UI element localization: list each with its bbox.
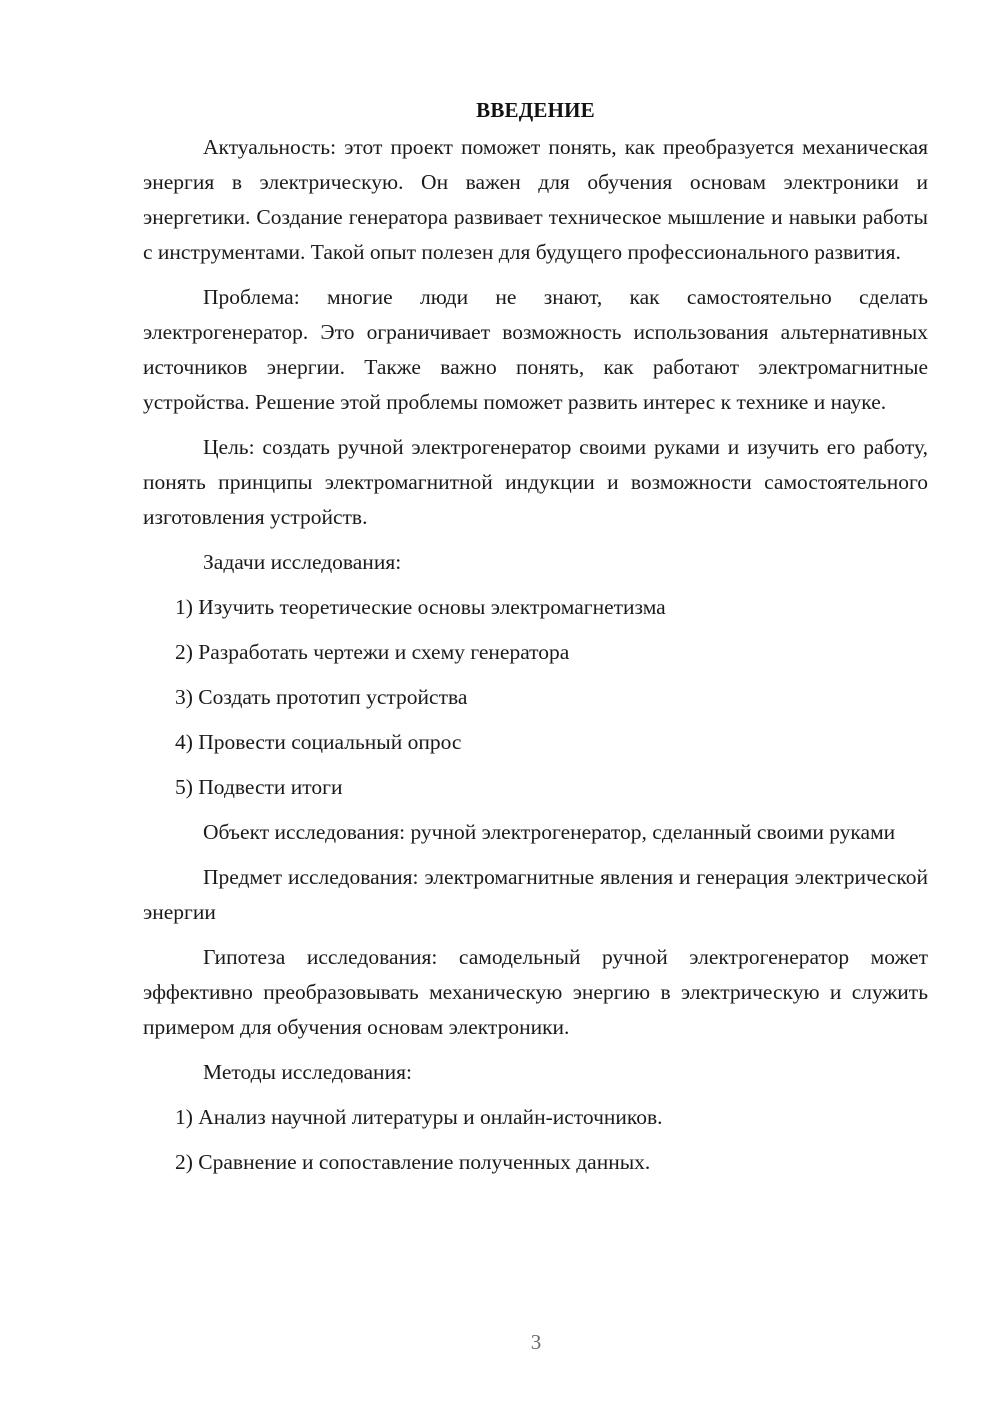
tasks-heading: Задачи исследования: xyxy=(203,550,402,574)
list-item: 2) Разработать чертежи и схему генератора xyxy=(175,640,570,664)
problem-paragraph: Проблема: многие люди не знают, как самостоятельно сделать электрогенератор. Это ограничивает возможность использования альтернативных источников энергии. Также важно понять, как работают электромагнитные устройства. Решение этой проблемы поможет развить интерес к технике и науке. xyxy=(143,285,928,414)
list-item: 1) Изучить теоретические основы электромагнетизма xyxy=(175,595,666,619)
list-item: 4) Провести социальный опрос xyxy=(175,730,462,754)
hypothesis-paragraph: Гипотеза исследования: самодельный ручной электрогенератор может эффективно преобразовывать механическую энергию в электрическую и служить примером для обучения основам электроники. xyxy=(143,945,928,1039)
list-item: 2) Сравнение и сопоставление полученных данных. xyxy=(175,1150,651,1174)
list-item: 1) Анализ научной литературы и онлайн-источников. xyxy=(175,1105,663,1129)
subject-paragraph: Предмет исследования: электромагнитные явления и генерация электрической энергии xyxy=(143,865,928,924)
list-item: 5) Подвести итоги xyxy=(175,775,343,799)
methods-heading: Методы исследования: xyxy=(203,1060,412,1084)
document-body xyxy=(143,92,928,1190)
methods-list xyxy=(143,1100,928,1180)
section-title: ВВЕДЕНИЕ xyxy=(476,98,595,122)
object-paragraph: Объект исследования: ручной электрогенератор, сделанный своими руками xyxy=(203,820,896,844)
goal-paragraph: Цель: создать ручной электрогенератор своими руками и изучить его работу, понять принципы электромагнитной индукции и возможности самостоятельного изготовления устройств. xyxy=(143,435,928,529)
page-number: 3 xyxy=(530,1330,542,1354)
list-item: 3) Создать прототип устройства xyxy=(175,685,468,709)
tasks-list xyxy=(143,590,928,805)
relevance-paragraph: Актуальность: этот проект поможет понять, как преобразуется механическая энергия в электрическую. Он важен для обучения основам электроники и энергетики. Создание генератора развивает техническое мышление и навыки работы с инструментами. Такой опыт полезен для будущего профессионального развития. xyxy=(143,135,928,264)
